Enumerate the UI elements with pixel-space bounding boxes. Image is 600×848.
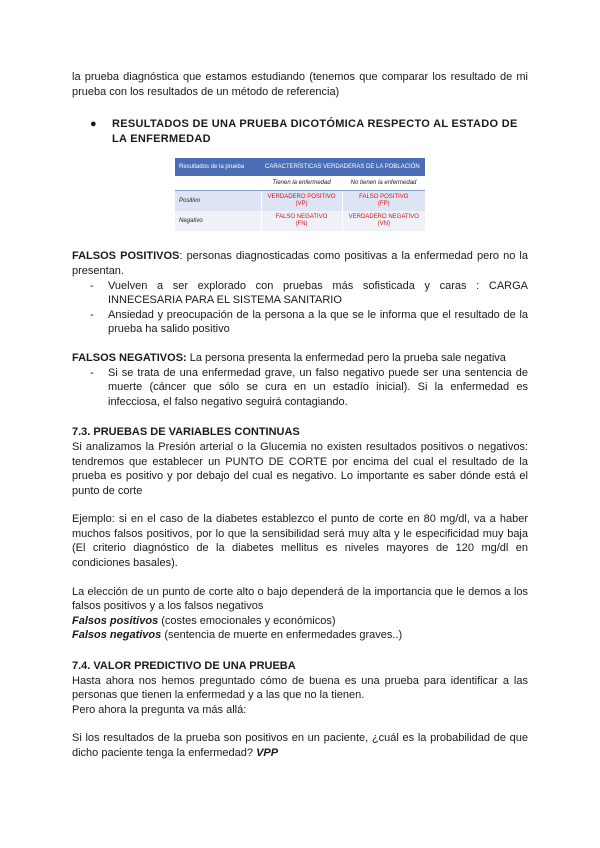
cell-line-1: FALSO NEGATIVO: [275, 213, 328, 220]
false-positives-list: [72, 279, 528, 337]
false-negatives-paragraph: [72, 351, 528, 366]
table-row-label: Positivo: [175, 191, 261, 212]
list-item: [72, 366, 528, 410]
cell-line-1: VERDADERO POSITIVO: [267, 193, 336, 200]
table-row-negative: [175, 211, 425, 231]
section-title-7-3: 7.3. PRUEBAS DE VARIABLES CONTINUAS: [72, 426, 300, 439]
list-item-text: Si se trata de una enfermedad grave, un falso negativo puede ser una sentencia de muerte (cáncer que sólo se cura en un estadío inicial). Si la enfermedad es infecciosa, el falso negativo seguirá contagiando.: [108, 366, 528, 408]
vpp-question-paragraph: [72, 731, 528, 760]
bullet-icon: ●: [90, 118, 97, 131]
cell-line-2: (VN): [377, 221, 390, 228]
bullet-heading-text: RESULTADOS DE UNA PRUEBA DICOTÓMICA RESPECTO AL ESTADO DE LA ENFERMEDAD: [112, 118, 518, 145]
dash-bullet: -: [90, 308, 94, 321]
predictive-value-paragraph: Hasta ahora nos hemos preguntado cómo de buena es una prueba para identificar a las personas que tienen la enfermedad y a las que no la tienen.: [72, 674, 528, 702]
vpp-emphasis: VPP: [256, 747, 279, 759]
vpp-question-text: Si los resultados de la prueba son positivos en un paciente, ¿cuál es la probabilidad de que dicho paciente tenga la enfermedad?: [72, 732, 528, 759]
false-positives-cost: (costes emocionales y económicos): [158, 614, 336, 627]
list-item-text: Vuelven a ser explorado con pruebas más sofisticada y caras : CARGA INNECESARIA PARA EL SISTEMA SANITARIO: [108, 279, 528, 307]
table-header-col2: CARACTERÍSTICAS VERDADERAS DE LA POBLACIÓN: [261, 158, 425, 176]
intro-paragraph: la prueba diagnóstica que estamos estudiando (tenemos que comparar los resultado de mi prueba con los resultados de un método de referencia): [72, 71, 528, 98]
cell-line-1: VERDADERO NEGATIVO: [348, 213, 419, 220]
section-bullet-heading: [72, 117, 528, 146]
table-cell-fp: [342, 191, 425, 212]
table-cell-fn: [261, 211, 342, 231]
false-positives-label: Falsos positivos: [72, 614, 159, 627]
false-positives-paragraph: [72, 249, 528, 278]
list-item-text: Ansiedad y preocupación de la persona a la que se le informa que el resultado de la prueba ha salido positivo: [108, 308, 528, 336]
continuous-variables-paragraph: Si analizamos la Presión arterial o la Glucemia no existen resultados positivos o negativos: tendremos que establecer un PUNTO DE CORTE por encima del cual el resultado de la prueba es positivo y por debajo del cual es negativo. Lo importante es saber dónde está el punto de corte: [72, 440, 528, 497]
document-page: [72, 70, 528, 761]
false-negatives-definition: La persona presenta la enfermedad pero la prueba sale negativa: [186, 351, 506, 364]
false-positives-cost-line: [72, 614, 528, 629]
false-negatives-cost: (sentencia de muerte en enfermedades graves..): [161, 629, 403, 642]
table-subheader-row: [175, 176, 425, 191]
table-subheader-diseased: Tienen la enfermedad: [261, 176, 342, 191]
table-cell-vp: [261, 191, 342, 212]
false-negatives-cost-line: [72, 628, 528, 643]
cell-line-2: (VP): [295, 201, 308, 208]
false-negatives-label: Falsos negativos: [72, 629, 162, 642]
false-negatives-term: FALSOS NEGATIVOS:: [72, 351, 187, 364]
table-subheader-healthy: No tienen la enfermedad: [342, 176, 425, 191]
table-row-label: Negativo: [175, 211, 261, 231]
table-subheader-empty: [175, 176, 261, 191]
dash-bullet: -: [90, 279, 94, 292]
cutoff-choice-paragraph: La elección de un punto de corte alto o bajo dependerá de la importancia que le demos a los falsos positivos y a los falsos negativos: [72, 585, 528, 613]
dichotomous-results-table: [175, 158, 425, 231]
false-positives-definition: : personas diagnosticadas como positivas a la enfermedad pero no la presentan.: [72, 250, 528, 277]
cell-line-1: FALSO POSITIVO: [359, 193, 409, 200]
table-row-positive: [175, 191, 425, 212]
list-item: [72, 279, 528, 308]
false-positives-term: FALSOS POSITIVOS: [72, 250, 180, 263]
diabetes-example-paragraph: Ejemplo: si en el caso de la diabetes establezco el punto de corte en 80 mg/dl, va a haber muchos falsos positivos, por lo que la sensibilidad será muy alta y le especificidad muy baja (El criterio diagnóstico de la diabetes mellitus es niveles mayores de 120 mg/dl en condiciones basales).: [72, 513, 528, 570]
cell-line-2: (FN): [295, 221, 308, 228]
table-header-col1: Resultados de la prueba: [175, 158, 261, 176]
question-intro-paragraph: Pero ahora la pregunta va más allá:: [72, 703, 247, 716]
dash-bullet: -: [90, 366, 94, 379]
cell-line-2: (FP): [377, 201, 390, 208]
section-title-7-4: 7.4. VALOR PREDICTIVO DE UNA PRUEBA: [72, 660, 296, 673]
list-item: [72, 308, 528, 337]
table-cell-vn: [342, 211, 425, 231]
false-negatives-list: [72, 366, 528, 410]
table-header-row: [175, 158, 425, 176]
